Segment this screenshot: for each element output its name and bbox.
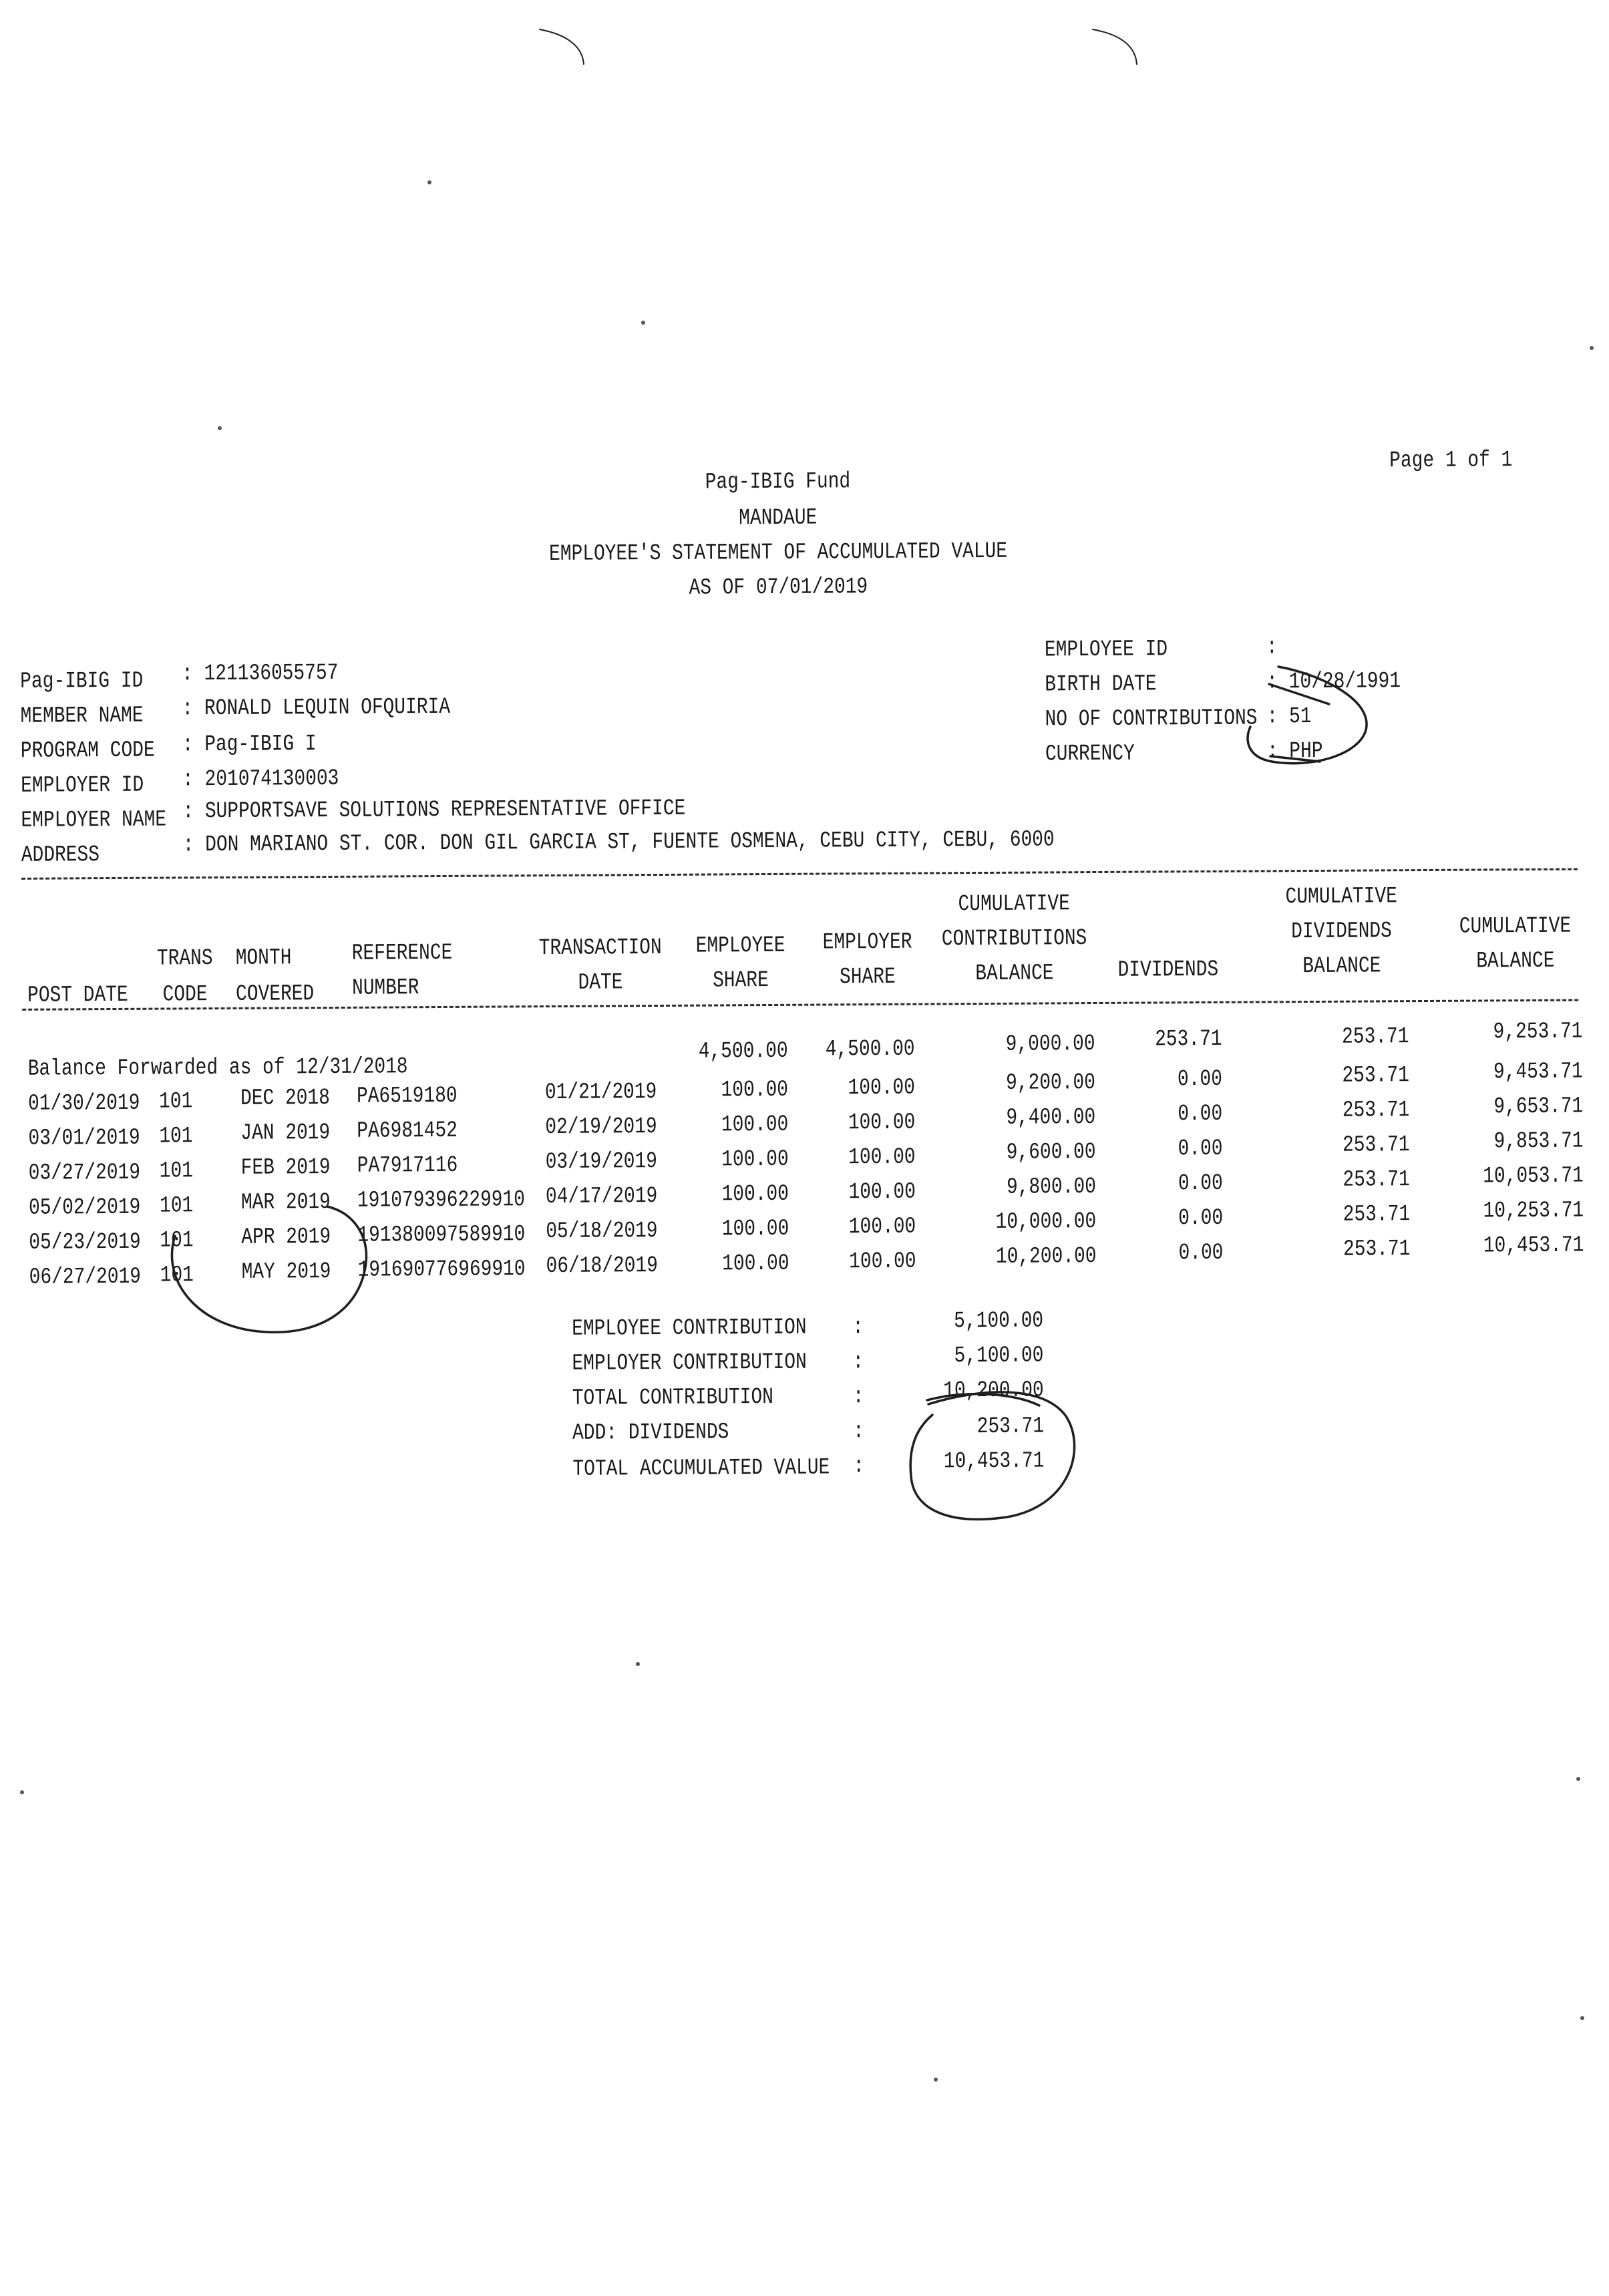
birth-date-value: : 10/28/1991	[1266, 669, 1401, 695]
col-month-covered-2: COVERED	[235, 981, 315, 1007]
row-trans-code: 101	[160, 1263, 194, 1289]
row-cum-contrib: 10,200.00	[995, 1244, 1097, 1270]
bf-employer-share: 4,500.00	[825, 1036, 915, 1063]
row-dividends: 0.00	[1178, 1136, 1223, 1162]
row-trans-code: 101	[160, 1228, 194, 1254]
col-employee-share-2: SHARE	[713, 967, 769, 994]
row-transaction-date: 05/18/2019	[546, 1218, 658, 1245]
col-cum-contrib-3: BALANCE	[975, 961, 1054, 987]
summary-dividends-value: 253.71	[976, 1414, 1045, 1440]
col-employer-share-2: SHARE	[840, 964, 896, 991]
row-transaction-date: 02/19/2019	[545, 1114, 657, 1141]
program-code-value: : Pag-IBIG I	[182, 731, 317, 758]
col-employer-share-1: EMPLOYER	[822, 929, 912, 956]
statement-title: EMPLOYEE'S STATEMENT OF ACCUMULATED VALUE	[548, 538, 1008, 567]
row-transaction-date: 06/18/2019	[546, 1253, 659, 1280]
summary-employer-value: 5,100.00	[954, 1343, 1044, 1369]
row-post-date: 06/27/2019	[29, 1264, 142, 1291]
summary-total-contrib-value: 10,200.00	[943, 1377, 1044, 1404]
row-cum-bal: 10,453.71	[1483, 1233, 1584, 1259]
program-code-label: PROGRAM CODE	[20, 737, 155, 764]
row-month-covered: DEC 2018	[240, 1086, 331, 1112]
scan-speck	[218, 426, 222, 430]
row-reference: PA7917116	[357, 1152, 458, 1179]
contributions-count-label: NO OF CONTRIBUTIONS	[1045, 705, 1258, 733]
address-value: : DON MARIANO ST. COR. DON GIL GARCIA ST, FUENTE OSMENA, CEBU CITY, CEBU, 6000	[182, 827, 1055, 858]
employer-name-value: : SUPPORTSAVE SOLUTIONS REPRESENTATIVE OFFICE	[182, 796, 686, 825]
row-trans-code: 101	[159, 1193, 194, 1219]
row-cum-contrib: 9,400.00	[1006, 1105, 1096, 1131]
page-number: Page 1 of 1	[1389, 448, 1513, 474]
summary-dividends-label: ADD: DIVIDENDS	[572, 1420, 729, 1446]
row-reference: 191079396229910	[357, 1187, 526, 1214]
bf-cum-div: 253.71	[1342, 1024, 1409, 1050]
scan-speck	[1580, 2016, 1584, 2020]
row-employee-share: 100.00	[721, 1077, 789, 1104]
row-post-date: 01/30/2019	[27, 1090, 140, 1117]
row-post-date: 05/23/2019	[29, 1229, 141, 1256]
col-transaction-date-1: TRANSACTION	[538, 935, 662, 962]
row-cum-bal: 9,453.71	[1493, 1059, 1583, 1086]
col-reference-1: REFERENCE	[351, 940, 453, 967]
scan-speck	[636, 1662, 640, 1666]
col-trans-code-1: TRANS	[156, 946, 213, 972]
col-cum-contrib-2: CONTRIBUTIONS	[941, 926, 1087, 953]
row-cum-div: 253.71	[1342, 1063, 1409, 1089]
fund-name: Pag-IBIG Fund	[705, 469, 851, 496]
summary-total-contrib-label: TOTAL CONTRIBUTION	[572, 1384, 774, 1412]
row-cum-bal: 10,253.71	[1483, 1198, 1584, 1224]
col-cum-bal-1: CUMULATIVE	[1459, 913, 1572, 940]
employer-name-label: EMPLOYER NAME	[21, 807, 167, 834]
row-employer-share: 100.00	[848, 1075, 916, 1102]
row-reference: PA6981452	[357, 1118, 458, 1144]
row-cum-contrib: 9,800.00	[1006, 1174, 1097, 1200]
col-transaction-date-2: DATE	[578, 970, 623, 996]
bf-cum-bal: 9,253.71	[1493, 1019, 1583, 1045]
col-reference-2: NUMBER	[351, 975, 419, 1001]
row-cum-bal: 9,853.71	[1493, 1128, 1584, 1155]
row-cum-contrib: 9,600.00	[1006, 1140, 1096, 1166]
row-month-covered: APR 2019	[241, 1224, 331, 1251]
birth-date-label: BIRTH DATE	[1045, 671, 1157, 698]
row-employer-share: 100.00	[849, 1249, 916, 1275]
row-employer-share: 100.00	[848, 1214, 916, 1241]
col-cum-bal-2: BALANCE	[1476, 948, 1555, 975]
scan-speck	[20, 1790, 24, 1794]
row-employer-share: 100.00	[848, 1179, 916, 1206]
row-month-covered: MAR 2019	[240, 1190, 331, 1216]
pagibig-id-label: Pag-IBIG ID	[20, 668, 144, 695]
row-trans-code: 101	[159, 1124, 193, 1150]
row-reference: 191690776969910	[357, 1257, 526, 1283]
col-dividends: DIVIDENDS	[1117, 957, 1219, 983]
row-cum-div: 253.71	[1342, 1098, 1410, 1124]
row-cum-div: 253.71	[1343, 1132, 1410, 1158]
bf-employee-share: 4,500.00	[698, 1038, 788, 1065]
row-employer-share: 100.00	[848, 1110, 916, 1136]
scan-speck	[427, 180, 431, 184]
summary-employee-label: EMPLOYEE CONTRIBUTION	[572, 1315, 807, 1342]
row-month-covered: FEB 2019	[240, 1155, 331, 1181]
row-dividends: 0.00	[1178, 1240, 1224, 1267]
col-employee-share-1: EMPLOYEE	[695, 933, 785, 959]
row-post-date: 05/02/2019	[28, 1194, 141, 1221]
row-cum-div: 253.71	[1343, 1202, 1411, 1228]
row-trans-code: 101	[159, 1158, 194, 1184]
col-trans-code-2: CODE	[162, 982, 208, 1008]
col-month-covered-1: MONTH	[235, 945, 292, 971]
separator-top	[21, 868, 1578, 880]
employer-id-label: EMPLOYER ID	[21, 772, 144, 799]
row-dividends: 0.00	[1178, 1170, 1223, 1197]
summary-employee-colon: :	[852, 1315, 864, 1341]
row-reference: PA6519180	[356, 1083, 458, 1110]
bf-dividends: 253.71	[1155, 1026, 1222, 1053]
summary-dividends-colon: :	[853, 1419, 864, 1445]
member-name-value: : RONALD LEQUIN OFQUIRIA	[182, 694, 451, 722]
member-name-label: MEMBER NAME	[20, 703, 144, 729]
col-cum-div-1: CUMULATIVE	[1285, 884, 1398, 911]
employee-id-label: EMPLOYEE ID	[1044, 637, 1168, 663]
col-cum-div-2: DIVIDENDS	[1291, 919, 1392, 945]
row-cum-div: 253.71	[1343, 1237, 1411, 1263]
contributions-count-value: : 51	[1266, 704, 1312, 730]
row-employee-share: 100.00	[722, 1251, 789, 1277]
row-reference: 191380097589910	[357, 1222, 526, 1249]
row-transaction-date: 04/17/2019	[545, 1184, 658, 1210]
scan-speck	[1590, 346, 1594, 350]
row-employee-share: 100.00	[721, 1146, 789, 1173]
row-cum-contrib: 10,000.00	[995, 1209, 1097, 1235]
summary-employee-value: 5,100.00	[954, 1308, 1044, 1335]
scan-speck	[934, 2078, 938, 2082]
branch-name: MANDAUE	[739, 505, 818, 532]
currency-label: CURRENCY	[1045, 741, 1135, 768]
row-month-covered: MAY 2019	[241, 1259, 331, 1285]
row-employee-share: 100.00	[721, 1216, 789, 1243]
row-cum-div: 253.71	[1343, 1167, 1410, 1193]
summary-employer-label: EMPLOYER CONTRIBUTION	[572, 1349, 807, 1377]
bf-cum-contrib: 9,000.00	[1005, 1031, 1095, 1057]
row-dividends: 0.00	[1178, 1205, 1224, 1232]
summary-employer-colon: :	[852, 1349, 864, 1375]
row-cum-bal: 10,053.71	[1483, 1163, 1584, 1190]
row-trans-code: 101	[158, 1089, 193, 1115]
balance-forward-label: Balance Forwarded as of 12/31/2018	[27, 1054, 408, 1082]
currency-value: : PHP	[1266, 738, 1323, 765]
col-cum-div-3: BALANCE	[1302, 953, 1381, 980]
row-dividends: 0.00	[1178, 1101, 1223, 1128]
row-transaction-date: 01/21/2019	[544, 1080, 657, 1106]
scan-speck	[1576, 1777, 1580, 1781]
employee-id-value: :	[1266, 635, 1278, 661]
row-month-covered: JAN 2019	[240, 1120, 331, 1146]
row-employee-share: 100.00	[721, 1181, 789, 1208]
row-cum-contrib: 9,200.00	[1005, 1070, 1096, 1096]
summary-total-value-colon: :	[853, 1454, 865, 1480]
summary-total-value-value: 10,453.71	[943, 1448, 1045, 1475]
row-post-date: 03/01/2019	[28, 1125, 140, 1152]
employer-id-value: : 201074130003	[182, 766, 339, 793]
row-dividends: 0.00	[1177, 1066, 1223, 1093]
summary-total-contrib-colon: :	[852, 1384, 864, 1410]
address-label: ADDRESS	[21, 842, 100, 868]
row-employee-share: 100.00	[721, 1112, 789, 1138]
row-employer-share: 100.00	[848, 1144, 916, 1171]
summary-total-value-label: TOTAL ACCUMULATED VALUE	[572, 1455, 830, 1482]
scan-speck	[641, 321, 645, 325]
row-cum-bal: 9,653.71	[1493, 1094, 1584, 1120]
row-post-date: 03/27/2019	[28, 1160, 141, 1186]
col-cum-contrib-1: CUMULATIVE	[958, 891, 1071, 918]
as-of-date: AS OF 07/01/2019	[689, 575, 868, 601]
row-transaction-date: 03/19/2019	[545, 1149, 658, 1176]
pagibig-id-value: : 121136055757	[182, 660, 339, 687]
col-post-date: POST DATE	[27, 982, 128, 1009]
